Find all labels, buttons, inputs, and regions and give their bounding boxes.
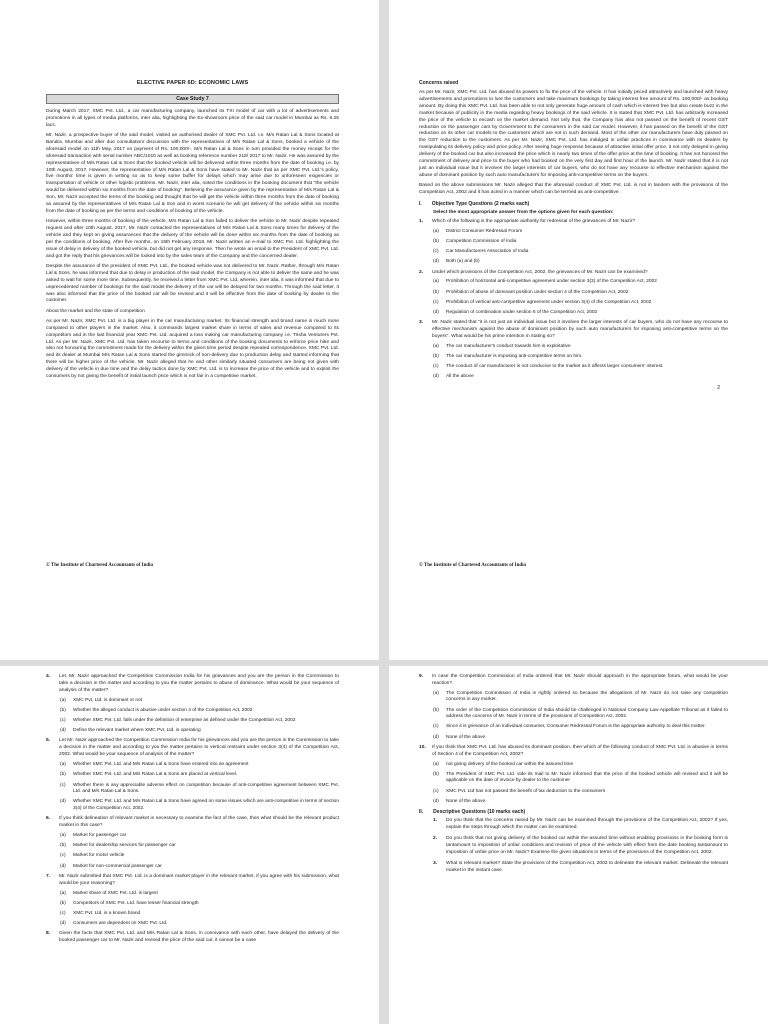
option-text: Whether XMC Pvt. Ltd. and M/s Ratan Lal & Sons have agreed on some issues which are anti-competitive in terms of section 3(4) of the Competition Act, 2002.: [73, 799, 339, 811]
option-text: The conduct of car manufacturer is not conducive to the market as it affects larger consumers' interest.: [446, 364, 664, 370]
answer-option: [60, 921, 339, 928]
option-label: (b): [60, 843, 66, 849]
answer-option: [433, 310, 728, 317]
paper-title: ELECTIVE PAPER 6D: ECONOMIC LAWS: [136, 80, 249, 86]
page-number: 2: [717, 384, 720, 391]
answer-option: [60, 864, 339, 871]
option-label: (c): [60, 910, 66, 916]
option-label: (b): [433, 771, 439, 777]
page-footer: © The Institute of Chartered Accountants of India: [419, 563, 527, 568]
instruction-text: Select the most appropriate answer from the options given for each question:: [433, 209, 614, 215]
option-label: (d): [60, 728, 66, 734]
question-text: Mr. Nazir stated that "it is not just an individual issue but it involves the larger interests of car buyers, who do not have any recourse to effective mechanism against the abuse of dominant position by such auto manufacturers for imposing anti-competitive terms on the buyers". What would be his prime intention in stating so?: [432, 320, 728, 340]
option-label: (a): [60, 697, 66, 703]
market-subheading: About the market and the state of competition: [46, 308, 145, 314]
option-label: (d): [433, 259, 439, 265]
question-text: Which of the following is the appropriate authority for redressal of the grievances of Mr. Nazir?: [432, 218, 636, 224]
answer-option: [433, 364, 728, 371]
section-title: Objective Type Questions (2 marks each): [431, 200, 530, 207]
question-text: Given the facts that XMC Pvt. Ltd. and M/s Ratan Lal & Sons, in connivance with each other, have delayed the delivery of the booked passenger car to Mr. Nazir and revised the price of the said car, it cannot be a case: [59, 931, 339, 944]
case-paragraph: As per Mr. Nazir, XMC Pvt. Ltd. is a big player in the car manufacturing market. Its financial strength and brand name is much more compared to other players in the market. Also, it commands largest market share in terms of sales and revenue compared to its competitors and in the last financial year XMC Pvt. Ltd. acquired a loss making car manufacturing company i.e. Trisha Venturers Pvt. Ltd. As per Mr. Nazir, XMC Pvt. Ltd. has taken recourse to terms and conditions of the booking documents to enforce price hike and also not honouring the commitment made for the delivery within the given time period despite repeated correspondence. XMC Pvt. Ltd. and its dealer at Mumbai M/s Ratan Lal & Sons started the gimmick of non-delivery due to production delay and started informing that there will be higher price of the vehicle. Mr. Nazir alleged that he and other similarly situated consumers are being not given with delivery of the vehicle in due time and the delay tactics done by XMC Pvt. Ltd. is to increase the price of the vehicle and to exploit the consumers by not giving the benefit of initial launch price which is not fair in a competitive market.: [46, 318, 339, 380]
question-text: What is relevant market? State the provisions of the Competition Act, 2002 to delineate the relevant market. Delineate the relevant market in the instant case.: [446, 860, 728, 873]
question-item: [419, 219, 728, 226]
question-text: Mr. Nazir submitted that XMC Pvt. Ltd. is a dominant market player in the relevant market, if you agree with his submission, what would be your reasoning?: [59, 873, 339, 886]
option-text: Whether XMC Pvt. Ltd. and M/s Ratan Lal & Sons are placed at vertical level.: [73, 772, 238, 778]
option-label: (c): [433, 364, 439, 370]
option-text: Define the relevant market where XMC Pvt. Ltd. is operating: [73, 728, 201, 734]
question-item: [419, 320, 728, 341]
option-text: Market for dealership services for passenger car: [73, 843, 176, 849]
concerns-heading: Concerns raised: [419, 80, 459, 86]
question-text: If you think that XMC Pvt. Ltd. has abused its dominant position, then which of the following conduct of XMC Pvt. Ltd. is abusive in terms of Section 4 of the Competition Act, 2002?: [432, 744, 728, 757]
option-label: (a): [60, 762, 66, 768]
option-text: Competition Commission of India: [446, 238, 517, 244]
question-number: 1.: [433, 818, 438, 824]
option-text: All the above: [446, 374, 474, 380]
option-text: The President of XMC Pvt. Ltd. vide its mail to Mr. Nazir informed that the price of the booked vehicle will revised and it will be applicable on the date of invoice by dealer to the customer: [446, 771, 728, 784]
case-study-label: Case Study 7: [46, 94, 339, 104]
answer-option: [433, 259, 728, 266]
answer-option: [433, 772, 728, 785]
option-text: Regulation of combination under section 6 of the Competition Act, 2002: [446, 310, 598, 316]
option-label: (d): [60, 921, 66, 927]
answer-option: [433, 799, 728, 806]
option-label: (b): [433, 707, 439, 713]
option-label: (c): [433, 788, 439, 794]
answer-option: [60, 891, 339, 898]
question-number: 5.: [46, 738, 51, 744]
section-number: I.: [419, 200, 422, 207]
option-text: Car Manufacturers Association of India: [446, 249, 529, 255]
option-label: (b): [433, 238, 439, 244]
concerns-paragraph: As per Mr. Nazir, XMC Pvt. Ltd. has abused its powers to fix the price of the vehicle. It has initially priced attractively and launched with heavy advertisements and promotions to lure the customers and take maximum bookings by taking interest free amount of Rs. 100,000/- as booking amount. By doing this XMC Pvt. Ltd. has been able to not only generate huge amount of cash which is interest free but also create buzz in the market because of publicity in the media regarding heavy bookings of the said vehicle. It is stated that XMC Pvt. Ltd. has arbitrarily increased the price of the vehicle to encash on the market demand. Not only that, the Company has also not passed on the benefit of recent GST reduction on the passenger cars by Government to the consumers in the said car model. However, it has passed on the benefit of the GST reduction on its other car models to the customers which are not in such demand. Most of the other car manufacturers have duly passed on the GST reduction to the customers. As per Mr. Nazir, XMC Pvt. Ltd. has indulged in unfair practices in connivance with its dealers by manipulating its delivery policy and price policy. After seeing huge response because of attractive initial offer price, it not only delayed in giving delivery of the booked car but also increased the price which is nearly two times of the offer price at the time of booking. It has not honored the commitment of delivery and price to the buyer who had booked on the very first day and first hour of the launch. Mr. Nazir stated that it is not just an individual issue but it involves the larger interests of car buyers, who do not have any recourse to effective mechanism against the abuse of dominant position by such auto manufacturers for imposing anti-competitive terms on the buyers.: [419, 90, 728, 178]
document-page-2: [389, 0, 768, 660]
option-label: (c): [60, 853, 66, 859]
option-label: (d): [433, 374, 439, 380]
question-number: 4.: [46, 674, 51, 679]
option-label: (b): [433, 354, 439, 360]
answer-option: [60, 718, 339, 725]
option-text: The car manufacturer is imposing anti-competitive terms on him.: [446, 354, 583, 360]
answer-option: [433, 724, 728, 731]
answer-option: [433, 708, 728, 721]
answer-option: [433, 249, 728, 256]
question-item: [46, 874, 339, 888]
page-footer: © The Institute of Chartered Accountants of India: [46, 563, 154, 568]
question-text: Under which provisions of the Competition Act, 2002, the grievances of Mr. Nazir can be examined?: [432, 269, 648, 275]
answer-option: [433, 735, 728, 742]
option-label: (d): [433, 734, 439, 740]
question-list: [419, 219, 728, 381]
option-label: (a): [433, 690, 439, 696]
question-item: [46, 738, 339, 759]
answer-option: [60, 843, 339, 850]
option-text: Prohibition of abuse of dominant position under section 4 of the Competition Act, 2002: [446, 289, 629, 295]
option-label: (a): [60, 890, 66, 896]
option-text: Market for passenger car: [73, 832, 127, 838]
question-number: 7.: [46, 873, 51, 879]
question-text: Let, Mr. Nazir approached the Competition Commission India for his grievances and you are the person in the Commission to take a decision in the matter and according to you the matter pertains to abuse of dominance. What would be your sequence of analysis of the matter?: [59, 674, 339, 693]
option-text: Both (a) and (b): [446, 259, 480, 265]
option-label: (b): [60, 900, 66, 906]
concerns-paragraph: Based on the above submissions Mr. Nazir alleged that the aforesaid conduct of XMC Pvt. Ltd. is not in tandem with the provisions of the Competition Act, 2002 and it has acted in a manner which can be termed as anti-competitive.: [419, 183, 728, 195]
answer-option: [433, 789, 728, 796]
answer-option: [433, 354, 728, 361]
question-number: 1.: [419, 218, 424, 224]
question-item: [419, 745, 728, 759]
section-heading: [419, 809, 728, 815]
option-label: (a): [433, 279, 439, 285]
question-list: [419, 674, 728, 805]
option-label: (c): [433, 249, 439, 255]
option-text: Whether XMC Pvt. Ltd. and M/s Ratan Lal & Sons have entered into an agreement: [73, 762, 249, 768]
option-label: (d): [433, 310, 439, 316]
option-text: Market for non-commercial passenger car: [73, 863, 162, 869]
option-label: (b): [433, 289, 439, 295]
option-text: Consumers are dependent on XMC Pvt. Ltd.: [73, 921, 168, 927]
case-paragraph: Mr. Nazir, a prospective buyer of the said model, visited an authorised dealer of XMC Pvt. Ltd. i.e. M/s Ratan Lal & Sons located at Bandra, Mumbai and after due consultation/ discussion with the representatives of M/s Ratan Lal & Sons, booked a vehicle of the aforesaid model on 11th May, 2017 on payment of Rs. 100,000/-. M/s Ratan Lal & Sons in turn provided the money receipt for the aforesaid transaction with serial number ABC/1010 as well as booking reference number 218/ 2017 to Mr. Nazir. He was assured by the representatives of M/s Ratan Lal & Sons that the booked vehicle will be delivered within three months from the date of booking i.e. by 10th August, 2017. However, the representative of M/s Ratan Lal & Sons have stated to Mr. Nazir that as per XMC Pvt. Ltd.'s policy, five months' time is given in writing so as to keep some buffer for delays which may arise due to unforeseen exigencies or transportation of vehicle or other logistic problems. Mr. Nazir, inter alia, noted the conditions in the booking document that "the vehicle would be delivered within six months from the date of booking". Believing the assurance given by the representative of M/s Ratan Lal & Son, Mr. Nazir accepted the terms of the booking and thought that he will get the vehicle within three months from the date of booking as assured by the representatives of M/s Ratan Lal & Son and in worst scenario he will get delivery of the vehicle within six months from the date of booking as per the terms and conditions of booking of the vehicle.: [46, 133, 339, 214]
descriptive-question-list: [419, 818, 728, 874]
option-text: Prohibition of vertical anti-competitive agreement under section 3(4) of the Competition Act, 2002: [446, 299, 652, 305]
answer-option: [433, 374, 728, 381]
option-label: (c): [60, 718, 66, 724]
option-label: (c): [433, 299, 439, 305]
option-text: Market for motor vehicle: [73, 853, 125, 859]
answer-option: [60, 698, 339, 705]
question-item: [46, 816, 339, 830]
option-text: Competitors of XMC Pvt. Ltd. have lesser financial strength: [73, 900, 199, 906]
option-label: (a): [433, 228, 439, 234]
question-number: 3.: [419, 320, 424, 326]
question-number: 9.: [419, 674, 424, 679]
answer-option: [60, 853, 339, 860]
answer-option: [433, 691, 728, 704]
question-item: [419, 270, 728, 277]
question-text: Let Mr. Nazir approached the Competition Commission India for his grievances and you are the person in the Commission to take a decision in the matter and according to you the matter pertains to vertical restraint under section 3(4) of the Competition Act, 2002. What would be your sequence of analysis of the matter?: [59, 738, 339, 758]
option-text: not giving delivery of the booked car within the assured time: [446, 761, 574, 767]
question-number: 3.: [433, 860, 438, 866]
question-item: [419, 674, 728, 688]
case-paragraph: During March 2017, XMC Pvt. Ltd., a car manufacturing company, launched its TXI model of car with a lot of advertisements and promotions in all types of media platforms, inter alia, highlighting the Ex-showroom price of the said car model in Mumbai as Rs. 6.25 lacs.: [46, 109, 339, 128]
question-list: [46, 674, 339, 945]
answer-option: [433, 290, 728, 297]
option-label: (d): [60, 799, 66, 805]
option-text: Whether XMC Pvt. Ltd. falls under the definition of enterprise as defined under the Competition Act, 2002: [73, 718, 296, 724]
case-paragraph: Despite the assurance of the president of XMC Pvt. Ltd., the booked vehicle was not delivered to Mr. Nazir. Rather, through M/s Ratan Lal & Sons, he was informed that due to delay in production of the said model, the Company is not able to deliver the same and he was asked to wait for some more time. Subsequently, he received a letter from XMC Pvt. Ltd. wherein, inter alia, it was informed that due to unprecedented number of bookings for the said model the delivery of the car will be delayed for two months. Through the said letter, it was also informed that the price of the booked car will be revised and it will be effective from the date of booking by dealer to the customer.: [46, 263, 339, 304]
answer-option: [60, 728, 339, 735]
option-text: XMC Pvt. Ltd. is dominant or not: [73, 697, 143, 703]
question-text: In case the Competition Commission of India ordered that Mr. Nazir should approach in the appropriate forum, what would be your reaction?: [432, 674, 728, 686]
document-page-1: [0, 0, 379, 660]
answer-option: [433, 229, 728, 236]
option-label: (b): [60, 707, 66, 713]
option-text: The Competition Commission of India is rightly ordered so because the allegations of Mr. Nazir do not raise any competition concerns in any market.: [446, 690, 728, 703]
option-text: District Consumer Redressal Forum: [446, 228, 523, 234]
option-text: None of the above: [446, 734, 486, 740]
option-text: Prohibition of horizontal anti-competitive agreement under section 3(3) of the Competition Act, 2002: [446, 279, 657, 285]
option-label: (a): [60, 832, 66, 838]
question-item: [46, 674, 339, 695]
question-number: 6.: [46, 816, 51, 822]
question-text: Do you think that the concerns raised by Mr. Nazir can be examined through the provisions of the Competition Act, 2002? If yes, explain the steps through which the matter can be examined.: [446, 818, 728, 831]
option-text: Whether the alleged conduct is abusive under section 4 of the Competition Act, 2002: [73, 707, 253, 713]
question-item: [46, 931, 339, 945]
answer-option: [433, 279, 728, 286]
option-label: (a): [433, 761, 439, 767]
answer-option: [433, 239, 728, 246]
descriptive-question: [433, 861, 728, 875]
answer-option: [433, 762, 728, 769]
option-text: The order of the Competition Commission of India should be challenged in National Company Law Appellate Tribunal as it failed to address the concerns of Mr. Nazir in terms of the provisions of Competition Act, 2002.: [446, 707, 728, 720]
option-label: (c): [60, 782, 66, 788]
section-heading: [419, 201, 728, 207]
answer-option: [60, 901, 339, 908]
option-text: The car manufacturer's conduct towards him is exploitative: [446, 343, 571, 349]
section-title: Descriptive Questions (10 marks each): [433, 809, 526, 816]
section-number: II.: [419, 809, 424, 816]
answer-option: [60, 833, 339, 840]
answer-option: [60, 799, 339, 812]
question-text: If you think delineation of relevant market is necessary to examine the fact of the case, then what should be the relevant product market in this case?: [59, 816, 339, 829]
option-text: XMC Pvt. Ltd. is a known brand: [73, 910, 141, 916]
descriptive-question: [433, 836, 728, 857]
option-label: (a): [433, 343, 439, 349]
question-number: 2.: [433, 836, 438, 842]
document-page-4: [389, 666, 768, 1024]
answer-option: [60, 783, 339, 796]
question-number: 10.: [419, 744, 426, 750]
option-label: (d): [433, 798, 439, 804]
document-page-3: [0, 666, 379, 1024]
answer-option: [60, 911, 339, 918]
option-text: Market share of XMC Pvt. Ltd. is largest: [73, 890, 158, 896]
question-number: 2.: [419, 269, 424, 275]
answer-option: [60, 708, 339, 715]
option-text: Since it is grievance of an individual consumer, Consumer Redressal Forum is the appropriate authority to deal this matter.: [446, 724, 706, 730]
question-text: Do you think that not giving delivery of the booked car within the assured time without enabling provisions in the booking form is tantamount to imposition of unfair conditions and revision of price of the vehicle with effect from the date booking tantamount to imposition of unfair price on Mr. Nazir? Examine the given situations in terms of the provisions of the Competition Act, 2002.: [446, 836, 728, 855]
question-number: 8.: [46, 931, 51, 937]
option-text: XMC Pvt. Ltd has not passed the benefit of tax deduction to the consumers: [446, 788, 606, 794]
answer-option: [60, 772, 339, 779]
answer-option: [433, 344, 728, 351]
option-text: Whether there is any appreciable adverse effect on competition because of anti-competitive agreement between XMC Pvt. Ltd. and M/s Ratan Lal & Sons.: [73, 782, 339, 795]
option-text: None of the above.: [446, 798, 487, 804]
answer-option: [433, 300, 728, 307]
answer-option: [60, 762, 339, 769]
option-label: (c): [433, 724, 439, 730]
option-label: (d): [60, 863, 66, 869]
option-label: (b): [60, 772, 66, 778]
case-paragraph: However, within three months of booking of the vehicle, M/s Ratan Lal & Son failed to deliver the vehicle to Mr. Nazir despite repeated request and after 10th August, 2017, Mr. Nazir contacted the representatives of M/s Ratan Lal & Sons many times for delivery of the vehicle and they kept on giving assurances that the delivery of the vehicle will be done within six months from the date of booking as per the conditions of booking. After five months, on 15th February 2018, Mr. Nazir written an e-mail to XMC Pvt. Ltd. highlighting the issue of delay in delivery of the booked vehicle, but did not get any response. Then he wrote an email to the President of XMC Pvt. Ltd. and got the reply that his grievances will be looked into by the sales team of the Company and the concerned dealer.: [46, 219, 339, 259]
descriptive-question: [433, 818, 728, 832]
